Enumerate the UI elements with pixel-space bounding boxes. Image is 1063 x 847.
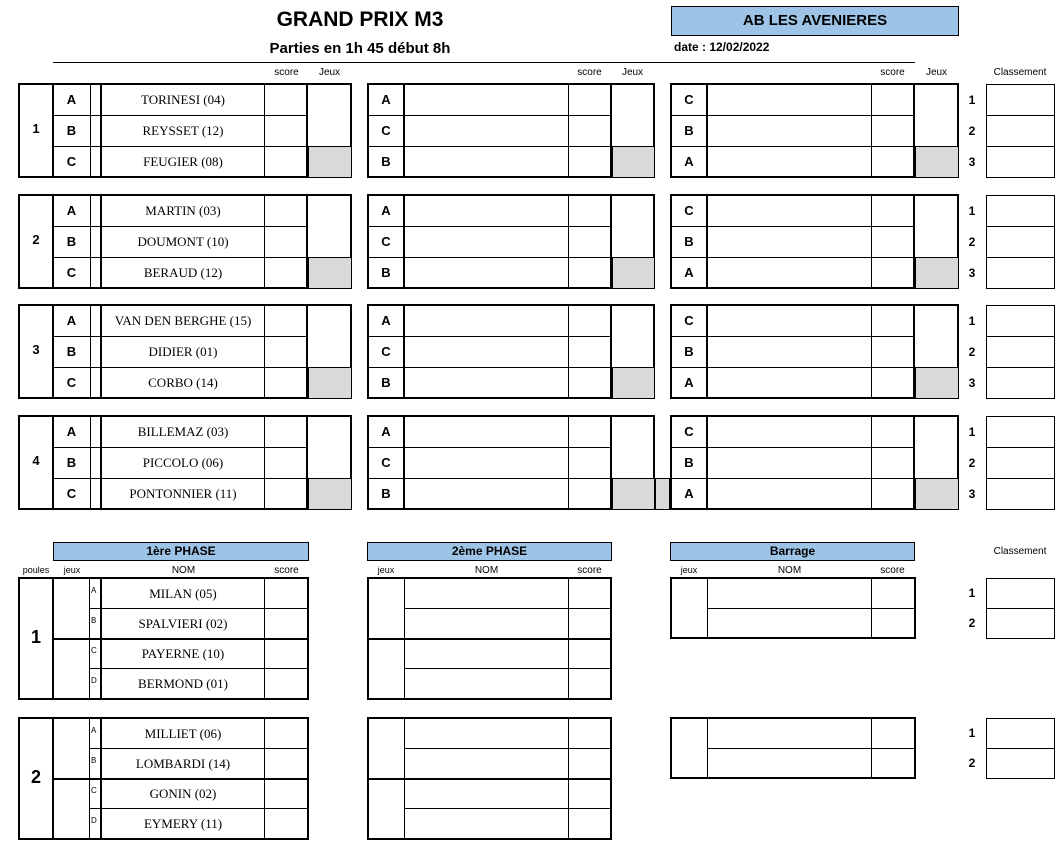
round-score-column[interactable]	[871, 415, 915, 510]
round-row-divider	[367, 478, 612, 479]
round-row-divider	[670, 257, 915, 258]
poule-letter: B	[91, 616, 97, 625]
poule-letter: C	[91, 646, 97, 655]
row-divider	[53, 367, 308, 368]
final-rank-box[interactable]	[986, 608, 1055, 639]
barrage-row-divider	[708, 608, 915, 609]
group-number: 3	[32, 342, 40, 357]
player-letter: A	[66, 203, 77, 218]
nom-header-p2: NOM	[474, 565, 499, 576]
barrage-jeux-column[interactable]	[670, 717, 708, 779]
rank-number: 1	[968, 93, 976, 107]
row-divider	[53, 336, 308, 337]
round-jeux-gray-cell	[612, 367, 655, 399]
connector-cell	[655, 478, 670, 510]
round-jeux-gray-cell	[915, 257, 959, 289]
round-letter: C	[684, 92, 694, 107]
rank-box[interactable]	[986, 416, 1055, 448]
poule-number: 2	[30, 767, 41, 787]
player-name: CORBO (14)	[148, 375, 218, 390]
player-name: BILLEMAZ (03)	[137, 424, 229, 439]
final-rank-number: 1	[968, 586, 976, 600]
score-column[interactable]	[264, 194, 308, 289]
player-name: FEUGIER (08)	[143, 154, 223, 169]
poule-row-divider	[89, 808, 309, 809]
player-letter: B	[66, 123, 77, 138]
rank-box[interactable]	[986, 447, 1055, 479]
jeux-gray-cell	[308, 367, 352, 399]
player-name: DOUMONT (10)	[137, 234, 229, 249]
poule-letter: C	[91, 786, 97, 795]
player-name: MARTIN (03)	[145, 203, 221, 218]
round-score-column[interactable]	[568, 194, 612, 289]
spacer-column	[90, 194, 102, 289]
round-jeux-gray-cell	[915, 478, 959, 510]
spacer-column	[90, 415, 102, 510]
round-letter: B	[684, 234, 694, 249]
round-row-divider	[670, 336, 915, 337]
rank-box[interactable]	[986, 367, 1055, 399]
score-header-p2: score	[577, 565, 602, 576]
poule-player-name: SPALVIERI (02)	[138, 616, 228, 631]
poule-letter: D	[91, 816, 97, 825]
row-divider	[53, 146, 308, 147]
player-letter: C	[66, 375, 77, 390]
competition-date: date : 12/02/2022	[674, 40, 770, 54]
player-letter: B	[66, 344, 77, 359]
final-rank-number: 2	[968, 616, 976, 630]
player-letter: A	[66, 92, 77, 107]
round-jeux-gray-cell	[612, 146, 655, 178]
phase2-row-divider	[367, 638, 612, 640]
phase2-row-divider	[367, 778, 612, 780]
rank-number: 2	[968, 124, 976, 138]
round-letter: A	[381, 424, 391, 439]
score-header-3: score	[880, 67, 905, 78]
round-letter: A	[684, 154, 694, 169]
rank-box[interactable]	[986, 115, 1055, 147]
poule-player-name: MILLIET (06)	[144, 726, 222, 741]
jeux-header-1: Jeux	[318, 67, 341, 78]
rank-number: 2	[968, 456, 976, 470]
poule-row-divider	[89, 748, 309, 749]
player-name: PONTONNIER (11)	[129, 486, 237, 501]
jeux-gray-cell	[308, 478, 352, 510]
round-jeux-gray-cell	[612, 257, 655, 289]
round-letter: C	[381, 344, 391, 359]
player-letter: C	[66, 265, 77, 280]
poule-player-name: EYMERY (11)	[143, 816, 223, 831]
phase-1-header: 1ère PHASE	[53, 542, 309, 561]
final-rank-box[interactable]	[986, 578, 1055, 609]
round-letter: B	[381, 486, 391, 501]
player-letter: A	[66, 424, 77, 439]
row-divider	[53, 478, 308, 479]
player-name: BERAUD (12)	[143, 265, 223, 280]
club-name: AB LES AVENIERES	[671, 6, 959, 36]
score-column[interactable]	[264, 304, 308, 399]
group-number: 1	[32, 121, 40, 136]
round-row-divider	[670, 478, 915, 479]
phase2-row-divider	[405, 608, 612, 609]
jeux-header-p2: jeux	[377, 565, 395, 575]
player-letter: A	[66, 313, 77, 328]
round-row-divider	[670, 146, 915, 147]
poule-number: 1	[30, 627, 41, 647]
nom-header-p1: NOM	[171, 565, 196, 576]
row-divider	[53, 257, 308, 258]
row-divider	[53, 115, 308, 116]
phase2-row-divider	[405, 748, 612, 749]
round-letter: A	[381, 203, 391, 218]
score-column[interactable]	[264, 83, 308, 178]
jeux-header-3: Jeux	[925, 67, 948, 78]
jeux-header-2: Jeux	[621, 67, 644, 78]
round-row-divider	[670, 367, 915, 368]
row-divider	[53, 447, 308, 448]
poule-letter: B	[91, 756, 97, 765]
round-jeux-gray-cell	[915, 146, 959, 178]
round-row-divider	[367, 257, 612, 258]
score-header-1: score	[274, 67, 299, 78]
player-name: DIDIER (01)	[148, 344, 218, 359]
round-row-divider	[367, 146, 612, 147]
poule-player-name: MILAN (05)	[149, 586, 217, 601]
header-divider	[53, 62, 915, 63]
round-letter: B	[381, 154, 391, 169]
rank-box[interactable]	[986, 84, 1055, 116]
rank-number: 1	[968, 314, 976, 328]
rank-number: 3	[968, 376, 976, 390]
player-name: TORINESI (04)	[141, 92, 225, 107]
rank-number: 2	[968, 345, 976, 359]
round-row-divider	[670, 226, 915, 227]
round-score-column[interactable]	[871, 194, 915, 289]
round-letter: B	[684, 455, 694, 470]
round-score-column[interactable]	[568, 415, 612, 510]
rank-number: 1	[968, 204, 976, 218]
jeux-gray-cell	[308, 146, 352, 178]
jeux-gray-cell	[308, 257, 352, 289]
poule-letter: A	[91, 586, 97, 595]
final-rank-number: 2	[968, 756, 976, 770]
player-name: REYSSET (12)	[142, 123, 224, 138]
round-letter: C	[381, 455, 391, 470]
player-letter: B	[66, 455, 77, 470]
round-letter: C	[684, 313, 694, 328]
jeux-header-p1: jeux	[63, 565, 81, 575]
round-letter: C	[381, 234, 391, 249]
rank-box[interactable]	[986, 146, 1055, 178]
round-score-column[interactable]	[871, 83, 915, 178]
poule-player-name: GONIN (02)	[149, 786, 217, 801]
nom-header-p3: NOM	[777, 565, 802, 576]
round-row-divider	[670, 115, 915, 116]
round-row-divider	[367, 115, 612, 116]
rank-box[interactable]	[986, 305, 1055, 337]
barrage-header: Barrage	[670, 542, 915, 561]
round-row-divider	[670, 447, 915, 448]
score-header-2: score	[577, 67, 602, 78]
round-letter: B	[381, 265, 391, 280]
round-letter: C	[684, 424, 694, 439]
poule-row-divider	[53, 638, 309, 640]
round-score-column[interactable]	[568, 83, 612, 178]
rank-number: 3	[968, 487, 976, 501]
rank-box[interactable]	[986, 257, 1055, 289]
rank-number: 3	[968, 155, 976, 169]
round-score-column[interactable]	[568, 304, 612, 399]
poule-letter: A	[91, 726, 97, 735]
round-letter: C	[684, 203, 694, 218]
rank-box[interactable]	[986, 226, 1055, 258]
final-rank-box[interactable]	[986, 718, 1055, 749]
jeux-header-p3: jeux	[680, 565, 698, 575]
page-title: GRAND PRIX M3	[276, 8, 444, 31]
rank-box[interactable]	[986, 195, 1055, 227]
round-letter: A	[381, 92, 391, 107]
barrage-row-divider	[708, 748, 915, 749]
round-letter: A	[684, 375, 694, 390]
row-divider	[53, 226, 308, 227]
poule-player-name: PAYERNE (10)	[141, 646, 225, 661]
round-jeux-gray-cell	[915, 367, 959, 399]
round-letter: A	[381, 313, 391, 328]
rank-box[interactable]	[986, 478, 1055, 510]
score-header-p3: score	[880, 565, 905, 576]
score-header-p1: score	[274, 565, 299, 576]
round-letter: B	[684, 344, 694, 359]
poule-player-name: LOMBARDI (14)	[135, 756, 231, 771]
rank-number: 3	[968, 266, 976, 280]
poules-header: poules	[22, 565, 50, 575]
rank-number: 2	[968, 235, 976, 249]
round-letter: B	[684, 123, 694, 138]
spacer-column	[90, 304, 102, 399]
round-letter: B	[381, 375, 391, 390]
player-name: VAN DEN BERGHE (15)	[114, 313, 252, 328]
group-number: 4	[32, 453, 40, 468]
group-number: 2	[32, 232, 40, 247]
round-row-divider	[367, 367, 612, 368]
poule-row-divider	[89, 668, 309, 669]
rank-box[interactable]	[986, 336, 1055, 368]
round-letter: A	[684, 486, 694, 501]
round-letter: C	[381, 123, 391, 138]
classement-header-2: Classement	[993, 546, 1047, 557]
rank-number: 1	[968, 425, 976, 439]
page-subtitle: Parties en 1h 45 début 8h	[269, 40, 451, 57]
round-row-divider	[367, 226, 612, 227]
spacer-column	[90, 83, 102, 178]
round-jeux-gray-cell	[612, 478, 655, 510]
score-column[interactable]	[264, 415, 308, 510]
poule-row-divider	[53, 778, 309, 780]
round-letter: A	[684, 265, 694, 280]
phase-2-header: 2ème PHASE	[367, 542, 612, 561]
final-rank-number: 1	[968, 726, 976, 740]
player-letter: C	[66, 486, 77, 501]
player-letter: C	[66, 154, 77, 169]
round-row-divider	[367, 336, 612, 337]
poule-row-divider	[89, 608, 309, 609]
round-score-column[interactable]	[871, 304, 915, 399]
final-rank-box[interactable]	[986, 748, 1055, 779]
poule-player-name: BERMOND (01)	[138, 676, 228, 691]
player-letter: B	[66, 234, 77, 249]
classement-header: Classement	[993, 67, 1047, 78]
phase2-row-divider	[405, 808, 612, 809]
poule-letter: D	[91, 676, 97, 685]
player-name: PICCOLO (06)	[142, 455, 224, 470]
round-row-divider	[367, 447, 612, 448]
phase2-row-divider	[405, 668, 612, 669]
barrage-jeux-column[interactable]	[670, 577, 708, 639]
